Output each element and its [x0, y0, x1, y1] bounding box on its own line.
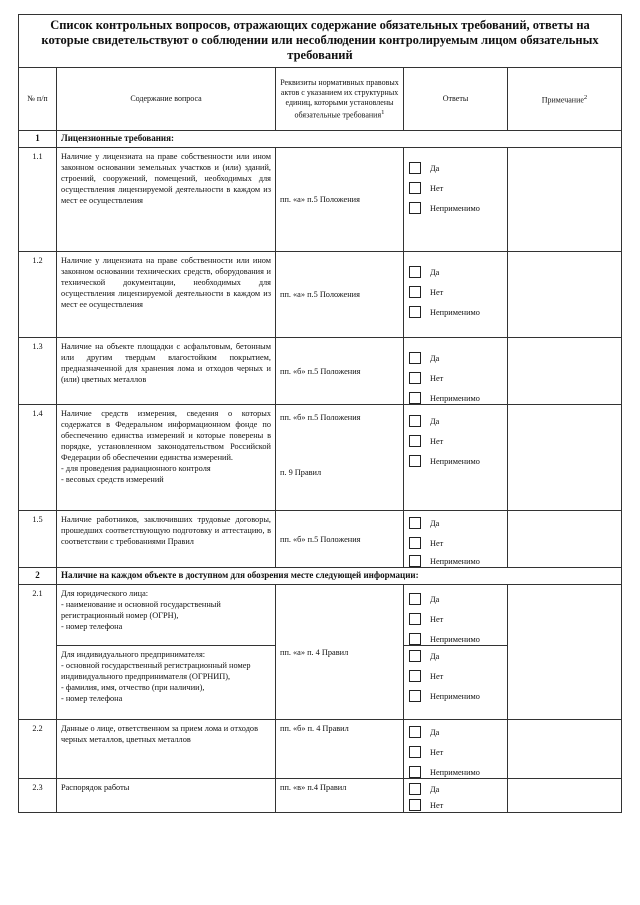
row-num: 1.3: [19, 338, 57, 405]
option-na: Неприменимо: [430, 557, 480, 566]
checkbox-yes[interactable]: [409, 593, 421, 605]
question-row: [19, 779, 622, 813]
note-cell[interactable]: [508, 720, 622, 779]
question-text: Распорядок работы: [57, 779, 276, 813]
option-no: Нет: [430, 801, 444, 810]
requisites: пп. «б» п.5 Положения: [276, 511, 404, 568]
section-title: Наличие на каждом объекте в доступном для обозрения месте следующей информации:: [57, 568, 622, 585]
option-no: Нет: [430, 184, 444, 193]
header-question: Содержание вопроса: [57, 68, 276, 131]
question-text: Наличие у лицензиата на праве собственности или ином законном основании земельных участков и (или) зданий, строений, сооружений, помещений, необходимых для осуществления лицензируемой деятельности в каждом из мест ее осуществления: [57, 148, 276, 252]
row-num: 2.3: [19, 779, 57, 813]
checkbox-na[interactable]: [409, 766, 421, 778]
option-yes: Да: [430, 268, 440, 277]
checkbox-no[interactable]: [409, 435, 421, 447]
option-yes: Да: [430, 519, 440, 528]
option-yes: Да: [430, 354, 440, 363]
header-requisites: Реквизиты нормативных правовых актов с указанием их структурных единиц, которыми установлены обязательные требования$^1$: [276, 68, 404, 131]
question-text: Наличие средств измерения, сведения о которых содержатся в Федеральном информационном фонде по обеспечению единства измерений и которые поверены в порядке, установленном законодательством Российской Федерации об обеспечении единства измерений. - для проведения радиационного контроля - весовых средств измерений: [57, 405, 276, 511]
document-title: Список контрольных вопросов, отражающих содержание обязательных требований, ответы на которые свидетельствуют о соблюдении или несоблюдении контролируемым лицом обязательных требований: [19, 15, 622, 68]
requisites: пп. «б» п. 4 Правил: [276, 720, 404, 779]
option-no: Нет: [430, 539, 444, 548]
note-cell[interactable]: [508, 148, 622, 252]
option-na: Неприменимо: [430, 692, 480, 701]
question-row: [19, 338, 622, 405]
row-num: 2.1: [19, 585, 57, 720]
note-cell[interactable]: [508, 405, 622, 511]
option-yes: Да: [430, 728, 440, 737]
option-na: Неприменимо: [430, 204, 480, 213]
note-cell[interactable]: [508, 779, 622, 813]
checkbox-no[interactable]: [409, 537, 421, 549]
checkbox-no[interactable]: [409, 182, 421, 194]
checkbox-na[interactable]: [409, 633, 421, 645]
question-item: - весовых средств измерений: [61, 475, 164, 484]
option-na: Неприменимо: [430, 308, 480, 317]
question-row: [19, 720, 622, 779]
option-na: Неприменимо: [430, 635, 480, 644]
option-no: Нет: [430, 437, 444, 446]
checkbox-yes[interactable]: [409, 517, 421, 529]
checkbox-na[interactable]: [409, 690, 421, 702]
section-num: 2: [19, 568, 57, 585]
checkbox-yes[interactable]: [409, 352, 421, 364]
option-yes: Да: [430, 652, 440, 661]
answer-group: [404, 720, 508, 779]
question-row: [19, 511, 622, 568]
question-row: [19, 405, 622, 511]
header-note: Примечание$^2$: [508, 68, 622, 131]
note-cell[interactable]: [508, 252, 622, 338]
checkbox-no[interactable]: [409, 286, 421, 298]
checkbox-na[interactable]: [409, 555, 421, 567]
header-answers: Ответы: [404, 68, 508, 131]
header-row: [19, 68, 622, 131]
checkbox-yes[interactable]: [409, 726, 421, 738]
section-row: [19, 131, 622, 148]
row-num: 1.1: [19, 148, 57, 252]
option-yes: Да: [430, 164, 440, 173]
requisites: пп. «б» п.5 Положения п. 9 Правил: [276, 405, 404, 511]
checkbox-no[interactable]: [409, 746, 421, 758]
checkbox-yes[interactable]: [409, 162, 421, 174]
checkbox-no[interactable]: [409, 613, 421, 625]
question-row: [19, 585, 622, 646]
requisites: пп. «а» п.5 Положения: [276, 252, 404, 338]
answer-group: [404, 585, 508, 646]
checkbox-no[interactable]: [409, 799, 421, 811]
question-text: Для юридического лица: - наименование и основной государственный регистрационный номер (ОГРН), - номер телефона: [57, 585, 276, 646]
requisites: пп. «б» п.5 Положения: [276, 338, 404, 405]
answer-group: [404, 252, 508, 338]
checkbox-yes[interactable]: [409, 783, 421, 795]
section-title: Лицензионные требования:: [57, 131, 622, 148]
section-num: 1: [19, 131, 57, 148]
option-yes: Да: [430, 417, 440, 426]
question-row: [19, 252, 622, 338]
checkbox-yes[interactable]: [409, 415, 421, 427]
checkbox-no[interactable]: [409, 372, 421, 384]
answer-group: [404, 646, 508, 720]
option-na: Неприменимо: [430, 768, 480, 777]
checkbox-na[interactable]: [409, 306, 421, 318]
requisites: пп. «а» п.5 Положения: [276, 148, 404, 252]
note-cell[interactable]: [508, 338, 622, 405]
checkbox-na[interactable]: [409, 455, 421, 467]
answer-group: [404, 148, 508, 252]
option-no: Нет: [430, 288, 444, 297]
question-item: - для проведения радиационного контроля: [61, 464, 211, 473]
question-text: Наличие работников, заключивших трудовые договоры, прошедших соответствующую подготовку и аттестацию, в соответствии с требованиями Правил: [57, 511, 276, 568]
checkbox-na[interactable]: [409, 392, 421, 404]
checkbox-no[interactable]: [409, 670, 421, 682]
requisites: пп. «а» п. 4 Правил: [276, 585, 404, 720]
checklist-table: [18, 14, 622, 813]
row-num: 1.4: [19, 405, 57, 511]
option-no: Нет: [430, 374, 444, 383]
option-yes: Да: [430, 595, 440, 604]
question-text: Наличие у лицензиата на праве собственности или ином законном основании технических средств, оборудования и технической документации, необходимых для осуществления лицензируемой деятельности в каждом из мест ее осуществления: [57, 252, 276, 338]
option-no: Нет: [430, 672, 444, 681]
checkbox-yes[interactable]: [409, 650, 421, 662]
note-cell[interactable]: [508, 511, 622, 568]
question-text: Данные о лице, ответственном за прием лома и отходов черных металлов, цветных металлов: [57, 720, 276, 779]
row-num: 2.2: [19, 720, 57, 779]
question-row: [19, 148, 622, 252]
option-yes: Да: [430, 785, 440, 794]
note-cell[interactable]: [508, 585, 622, 720]
option-na: Неприменимо: [430, 457, 480, 466]
answer-group: [404, 405, 508, 511]
answer-group: [404, 511, 508, 568]
question-text: Наличие на объекте площадки с асфальтовым, бетонным или другим твердым влагостойким покрытием, предназначенной для хранения лома и отходов черных и (или) цветных металлов: [57, 338, 276, 405]
section-row: [19, 568, 622, 585]
requisites: пп. «в» п.4 Правил: [276, 779, 404, 813]
answer-group: [404, 338, 508, 405]
header-num: № п/п: [19, 68, 57, 131]
title-row: [19, 15, 622, 68]
option-na: Неприменимо: [430, 394, 480, 403]
row-num: 1.5: [19, 511, 57, 568]
option-no: Нет: [430, 615, 444, 624]
checkbox-na[interactable]: [409, 202, 421, 214]
question-text: Для индивидуального предпринимателя: - основной государственный регистрационный номер индивидуального предпринимателя (ОГРНИП), - фамилия, имя, отчество (при наличии), - номер телефона: [57, 646, 276, 720]
row-num: 1.2: [19, 252, 57, 338]
checkbox-yes[interactable]: [409, 266, 421, 278]
option-no: Нет: [430, 748, 444, 757]
answer-group: [404, 779, 508, 813]
